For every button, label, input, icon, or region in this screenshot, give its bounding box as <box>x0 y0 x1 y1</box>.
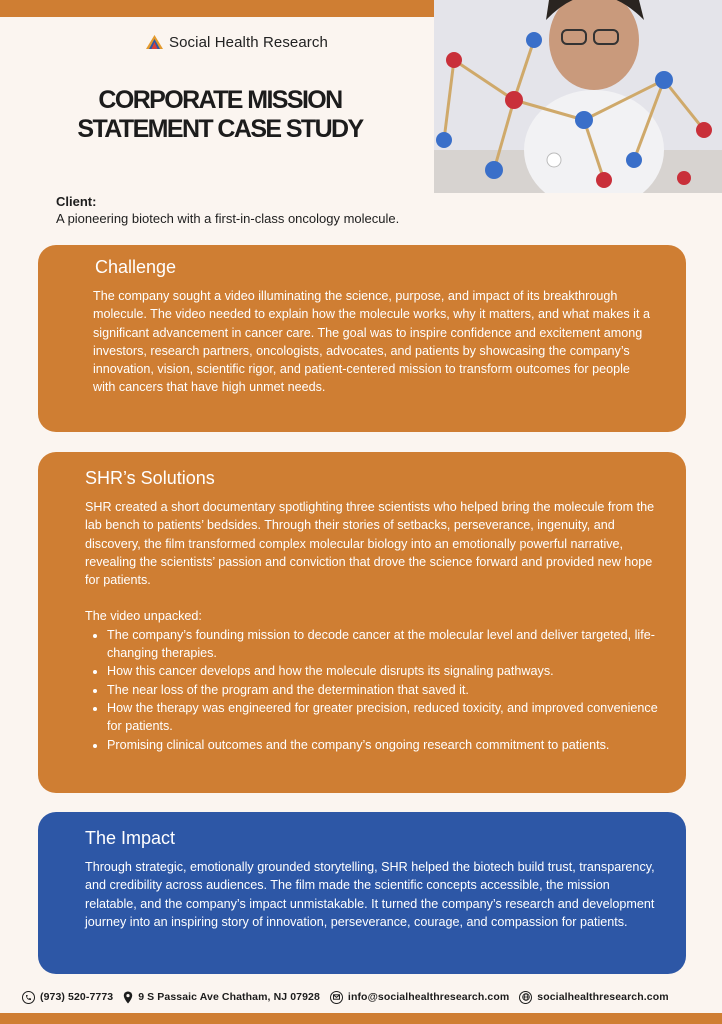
solutions-body <box>85 498 665 754</box>
footer-phone[interactable] <box>22 991 113 1004</box>
footer-website[interactable] <box>519 991 668 1004</box>
email-address: info@socialhealthresearch.com <box>347 991 510 1003</box>
footer-email[interactable] <box>330 991 509 1004</box>
page-title <box>40 86 400 144</box>
email-icon <box>330 991 343 1004</box>
list-item: • How the therapy was engineered for greater precision, reduced toxicity, and improved convenience for patients. <box>107 699 665 736</box>
top-accent-bar <box>0 0 434 17</box>
impact-heading: The Impact <box>85 828 176 848</box>
challenge-card <box>38 245 686 432</box>
client-description: A pioneering biotech with a first-in-class oncology molecule. <box>56 211 400 226</box>
list-item: • Promising clinical outcomes and the company’s ongoing research commitment to patients. <box>107 736 665 754</box>
solutions-intro: SHR created a short documentary spotlighting three scientists who helped bring the molecule from the lab bench to patients’ bedsides. Through their stories of setbacks, perseverance, ingenuity, and discovery, the film transformed complex molecular biology into an emotionally powerful narrative, revealing the scientists’ passion and conviction that drove the science forward and provided new hope for patients. <box>85 500 655 588</box>
title-line-1: CORPORATE MISSION <box>98 86 342 114</box>
hero-photo <box>434 0 722 193</box>
solutions-card <box>38 452 686 793</box>
solutions-heading: SHR’s Solutions <box>85 468 215 488</box>
logo-mark-icon <box>146 35 163 51</box>
list-item: • The company’s founding mission to decode cancer at the molecular level and deliver targeted, life-changing therapies. <box>107 626 665 663</box>
phone-icon <box>22 991 35 1004</box>
website-url: socialhealthresearch.com <box>537 991 669 1003</box>
title-line-2: STATEMENT CASE STUDY <box>77 115 363 143</box>
list-item: • How this cancer develops and how the molecule disrupts its signaling pathways. <box>107 662 665 680</box>
footer-address <box>123 991 320 1004</box>
address-text: 9 S Passaic Ave Chatham, NJ 07928 <box>138 991 320 1003</box>
molecule-model-illustration <box>434 0 722 193</box>
globe-icon <box>519 991 532 1004</box>
impact-body: Through strategic, emotionally grounded storytelling, SHR helped the biotech build trust, transparency, and credibility across audiences. The film made the scientific concepts accessible, the mission relatable, and the company’s impact unmistakable. It turned the company’s research and development journey into an inspiring story of innovation, perseverance, courage, and compassion for patients. <box>85 860 655 929</box>
impact-card <box>38 812 686 974</box>
contact-footer <box>22 989 712 1005</box>
list-item: • The near loss of the program and the determination that saved it. <box>107 681 665 699</box>
solutions-list-intro: The video unpacked: <box>85 609 202 624</box>
company-logo <box>146 34 328 51</box>
logo-wordmark: Social Health Research <box>169 34 328 51</box>
solutions-bullet-list <box>85 626 665 754</box>
client-block <box>56 193 456 227</box>
phone-number: (973) 520-7773 <box>40 991 114 1003</box>
challenge-body: The company sought a video illuminating the science, purpose, and impact of its breakthrough molecule. The video needed to explain how the molecule works, why it matters, and what makes it a significant advancement in cancer care. The goal was to inspire confidence and excitement among investors, research partners, oncologists, advocates, and patients by showcasing the company’s innovation, vision, scientific rigor, and patient-centered mission to transform outcomes for people with cancers that have high unmet needs. <box>93 289 650 395</box>
bottom-accent-bar <box>0 1013 722 1024</box>
client-label: Client: <box>56 194 97 209</box>
location-icon <box>123 991 133 1004</box>
challenge-heading: Challenge <box>95 257 177 277</box>
